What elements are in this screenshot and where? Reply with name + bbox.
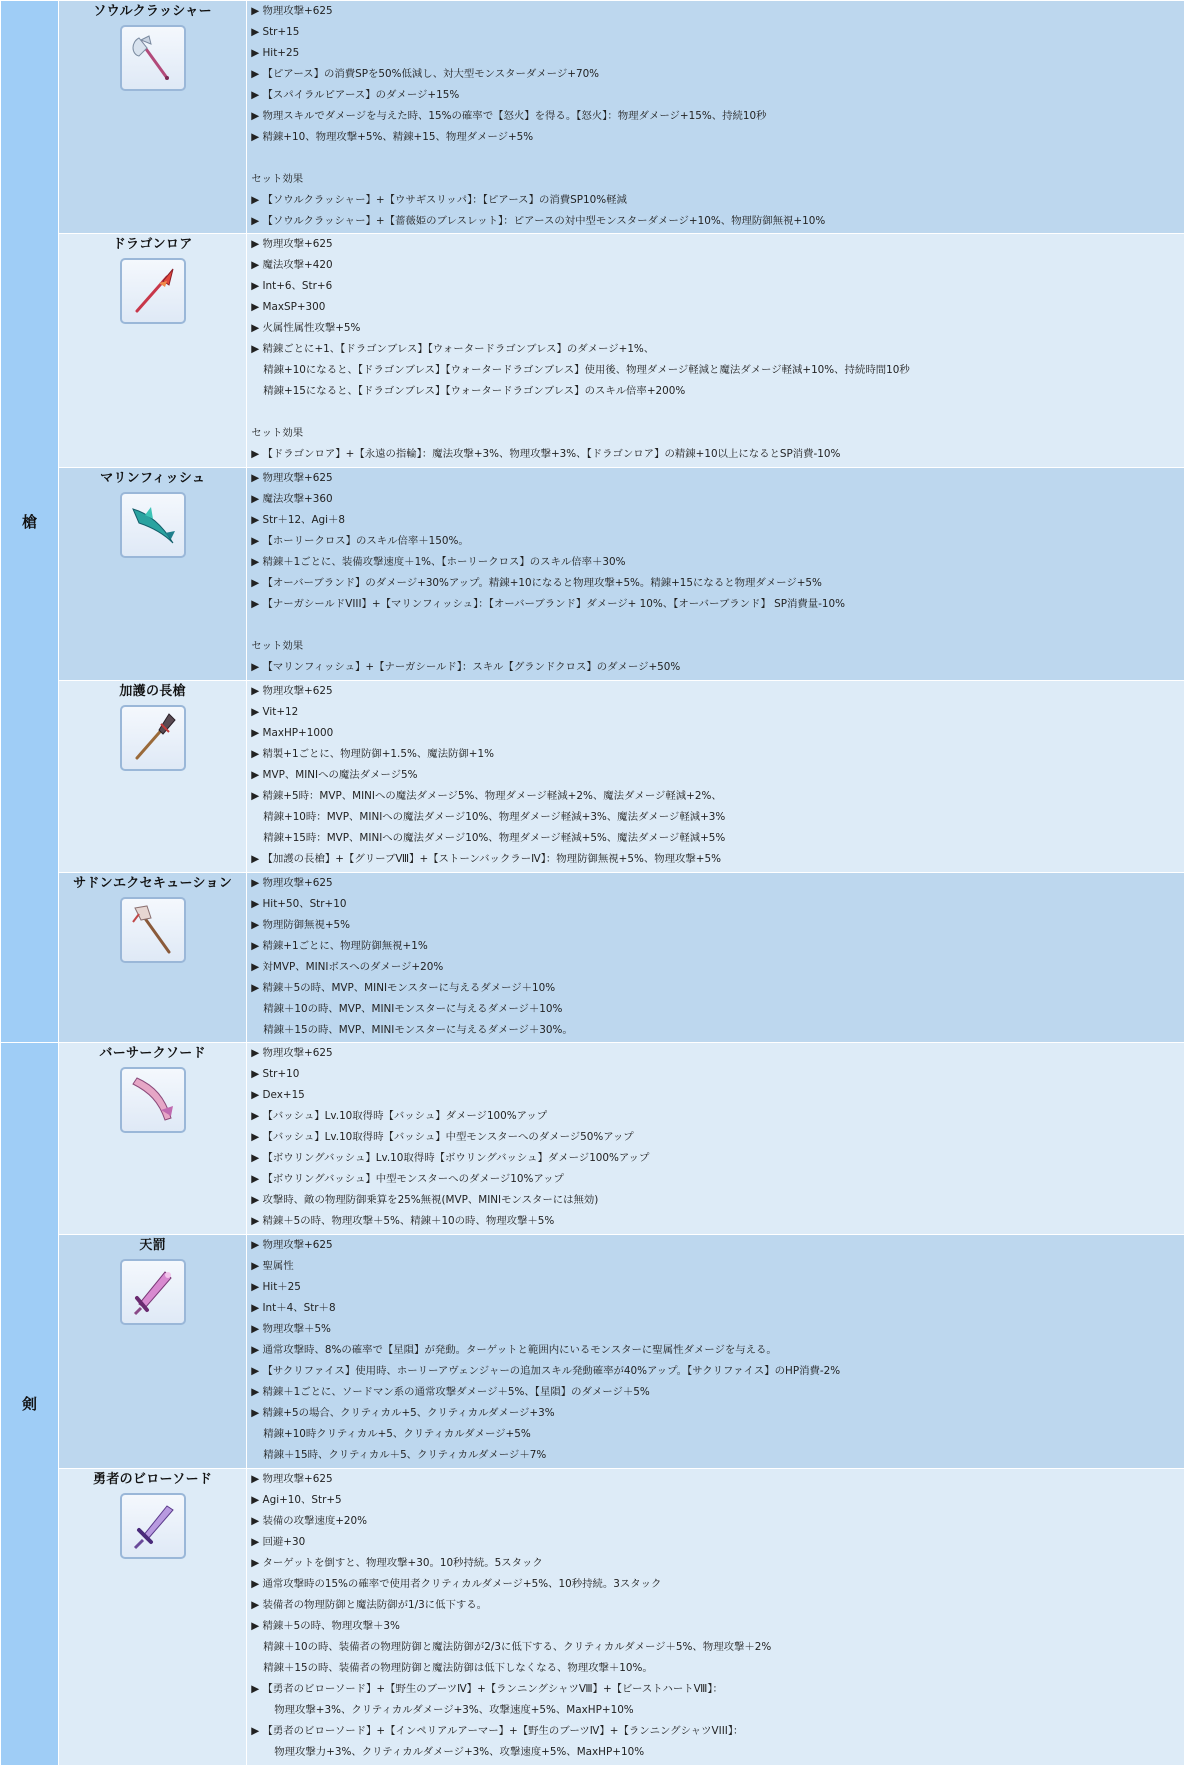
- effect-line: ▶ Str+10: [251, 1067, 300, 1080]
- blank-line: [247, 402, 1184, 423]
- weapon-desc-cell: [247, 1234, 1185, 1468]
- effect-line: ▶ 【ソウルクラッシャー】+【薔薇姫のブレスレット】：ピアースの対中型モンスターダメージ+10%、物理防御無視+10%: [251, 215, 826, 227]
- weapon-row: [1, 234, 1185, 467]
- effect-line: ▶ Str+15: [251, 26, 300, 38]
- effect-line: 精錬+10時：MVP、MINIへの魔法ダメージ10%、物理ダメージ軽減+3%、魔法ダメージ軽減+3%: [263, 810, 726, 823]
- weapon-icon-frame: [120, 1493, 186, 1559]
- set-effect-label: セット効果: [251, 639, 304, 652]
- holy-sword-icon: [125, 1264, 181, 1320]
- effect-line: ▶ 【勇者のビローソード】+【インペリアルアーマー】+【野生のブーツⅣ】+【ランニングシャツVIII】：: [251, 1725, 744, 1738]
- effect-line: ▶ 通常攻撃時、8%の確率で【星隕】が発動。ターゲットと範囲内にいるモンスターに聖属性ダメージを与える。: [251, 1343, 777, 1356]
- effect-line: ▶ 精錬＋1ごとに、装備攻撃速度＋1%、【ホーリークロス】のスキル倍率＋30%: [251, 555, 626, 568]
- weapon-name-cell: [59, 1, 247, 234]
- weapon-desc-cell: [247, 1469, 1185, 1766]
- effect-line: ▶ 物理攻撃＋5%: [251, 1322, 331, 1335]
- halberd-icon: [125, 902, 181, 958]
- weapon-icon-frame: [120, 25, 186, 91]
- effect-line: ▶ 【加護の長槍】+【グリーブⅧ】+【ストーンバックラーⅣ】：物理防御無視+5%、物理攻撃+5%: [251, 852, 721, 865]
- weapon-name: サドンエクセキューション: [73, 875, 233, 891]
- effect-line: ▶ 対MVP、MINIボスへのダメージ+20%: [251, 960, 444, 973]
- effect-line: ▶ 精錬＋5の時、MVP、MINIモンスターに与えるダメージ＋10%: [251, 981, 556, 994]
- category-cell-spear: 槍: [1, 1, 59, 1043]
- effect-line: ▶ Agi+10、Str+5: [251, 1494, 342, 1507]
- effect-line: ▶ 精錬+1ごとに、物理防御無視+1%: [251, 939, 428, 952]
- effect-line: ▶ Str＋12、Agi＋8: [251, 513, 346, 526]
- effect-line: ▶ MVP、MINIへの魔法ダメージ5%: [251, 768, 418, 781]
- effect-line: ▶ 【スパイラルピアース】のダメージ+15%: [251, 89, 460, 101]
- effect-line: ▶ 物理攻撃+625: [251, 1473, 333, 1486]
- weapon-desc-cell: [247, 467, 1185, 680]
- effect-line: ▶ 物理攻撃+625: [251, 5, 333, 17]
- effect-line: ▶ 【勇者のビローソード】+【野生のブーツⅣ】+【ランニングシャツⅧ】+【ビーストハートⅧ】：: [251, 1683, 723, 1696]
- effect-line: ▶ 【マリンフィッシュ】+【ナーガシールド】：スキル【グランドクロス】のダメージ+50%: [251, 660, 681, 673]
- effect-line: ▶ 【ドラゴンロア】+【永遠の指輪】：魔法攻撃+3%、物理攻撃+3%、【ドラゴンロア】の精錬+10以上になるとSP消費-10%: [251, 448, 841, 461]
- weapon-name: 天罰: [139, 1237, 166, 1253]
- effect-line: 精錬+10時クリティカル+5、クリティカルダメージ+5%: [263, 1427, 531, 1440]
- effect-line: ▶ 物理防御無視+5%: [251, 918, 351, 931]
- set-effect-label: セット効果: [251, 427, 304, 440]
- fish-spear-icon: [125, 497, 181, 553]
- effect-line: ▶ 精錬＋1ごとに、ソードマン系の通常攻撃ダメージ＋5%、【星隕】のダメージ＋5%: [251, 1385, 650, 1398]
- effect-line: ▶ 【バッシュ】Lv.10取得時【バッシュ】中型モンスターへのダメージ50%アップ: [251, 1130, 634, 1143]
- weapon-icon-frame: [120, 258, 186, 324]
- effect-line: 精錬＋10の時、装備者の物理防御と魔法防御が2/3に低下する、クリティカルダメージ＋5%、物理攻撃＋2%: [263, 1641, 772, 1654]
- hero-sword-icon: [125, 1498, 181, 1554]
- effect-line: ▶ 精錬＋5の時、物理攻撃＋3%: [251, 1620, 400, 1633]
- effect-line: ▶ 物理攻撃+625: [251, 1046, 333, 1059]
- weapon-name: マリンフィッシュ: [100, 470, 206, 486]
- blank-line: [247, 615, 1184, 636]
- effect-line: ▶ MaxHP+1000: [251, 726, 334, 739]
- effect-line: ▶ 【ホーリークロス】のスキル倍率＋150%。: [251, 534, 469, 547]
- effect-line: 精錬+10になると、【ドラゴンブレス】【ウォータードラゴンブレス】使用後、物理ダメージ軽減と魔法ダメージ軽減+10%、持続時間10秒: [263, 364, 910, 377]
- weapon-desc-cell: [247, 234, 1185, 467]
- effect-line: 精錬＋10の時、MVP、MINIモンスターに与えるダメージ＋10%: [263, 1002, 563, 1015]
- effect-line: ▶ 【ナーガシールドVIII】+【マリンフィッシュ】：【オーバーブランド】ダメージ+ 10%、【オーバーブランド】 SP消費量-10%: [251, 597, 846, 610]
- effect-line: ▶ Vit+12: [251, 705, 299, 718]
- axe-icon: [125, 30, 181, 86]
- weapon-desc-cell: [247, 872, 1185, 1042]
- effect-line: ▶ 回避+30: [251, 1536, 306, 1549]
- effect-line: ▶ 【オーバーブランド】のダメージ+30%アップ。精錬+10になると物理攻撃+5%。精錬+15になると物理ダメージ+5%: [251, 576, 822, 589]
- effect-line: ▶ 物理攻撃+625: [251, 876, 333, 889]
- effect-line: 精錬+15時：MVP、MINIへの魔法ダメージ10%、物理ダメージ軽減+5%、魔法ダメージ軽減+5%: [263, 831, 726, 844]
- effect-line: ▶ 物理攻撃+625: [251, 471, 333, 484]
- weapon-name-cell: [59, 234, 247, 467]
- effect-line: ▶ 【サクリファイス】使用時、ホーリーアヴェンジャーの追加スキル発動確率が40%アップ。【サクリファイス】のHP消費-2%: [251, 1364, 841, 1377]
- category-cell-sword: 剣: [1, 1042, 59, 1765]
- effect-line: 精錬＋15時、クリティカル＋5、クリティカルダメージ＋7%: [263, 1448, 547, 1461]
- weapon-name-cell: [59, 467, 247, 680]
- weapon-name: ドラゴンロア: [112, 237, 193, 253]
- effect-line: ▶ 精錬+5時：MVP、MINIへの魔法ダメージ5%、物理ダメージ軽減+2%、魔法ダメージ軽減+2%、: [251, 789, 722, 802]
- weapon-row: [1, 1234, 1185, 1468]
- effect-line: 物理攻撃+3%、クリティカルダメージ+3%、攻撃速度+5%、MaxHP+10%: [274, 1704, 634, 1717]
- effect-line: ▶ Hit＋25: [251, 1280, 301, 1293]
- effect-line: 精錬＋15の時、装備者の物理防御と魔法防御は低下しなくなる、物理攻撃＋10%。: [263, 1662, 653, 1675]
- weapon-row: [1, 872, 1185, 1042]
- weapon-icon-frame: [120, 1067, 186, 1133]
- effect-line: ▶ 物理攻撃+625: [251, 1238, 333, 1251]
- effect-line: ▶ 物理攻撃+625: [251, 238, 333, 251]
- weapon-row: [1, 680, 1185, 872]
- weapon-name: ソウルクラッシャー: [93, 4, 212, 19]
- weapon-row: [1, 1042, 1185, 1234]
- effect-line: ▶ 攻撃時、敵の物理防御乗算を25%無視(MVP、MINIモンスターには無効): [251, 1193, 599, 1206]
- effect-line: ▶ MaxSP+300: [251, 301, 326, 314]
- effect-line: ▶ 精錬+10、物理攻撃+5%、精錬+15、物理ダメージ+5%: [251, 131, 534, 143]
- weapon-desc-cell: [247, 1042, 1185, 1234]
- weapon-icon-frame: [120, 492, 186, 558]
- effect-line: ▶ Int+6、Str+6: [251, 280, 333, 293]
- effect-line: ▶ 魔法攻撃+360: [251, 492, 333, 505]
- effect-line: ▶ 魔法攻撃+420: [251, 259, 333, 272]
- weapon-name: 加護の長槍: [119, 683, 186, 699]
- weapon-row: [1, 1469, 1185, 1766]
- effect-line: ▶ Dex+15: [251, 1088, 305, 1101]
- effect-line: ▶ 装備者の物理防御と魔法防御が1/3に低下する。: [251, 1599, 488, 1612]
- weapon-name-cell: [59, 680, 247, 872]
- weapon-row: [1, 1, 1185, 234]
- effect-line: ▶ 聖属性: [251, 1259, 294, 1272]
- weapon-row: [1, 467, 1185, 680]
- effect-line: ▶ 【ボウリングバッシュ】Lv.10取得時【ボウリングバッシュ】ダメージ100%アップ: [251, 1151, 650, 1164]
- effect-line: ▶ Int＋4、Str＋8: [251, 1301, 336, 1314]
- effect-line: ▶ 精製+1ごとに、物理防御+1.5%、魔法防御+1%: [251, 747, 494, 760]
- weapon-icon-frame: [120, 1259, 186, 1325]
- berserk-sword-icon: [125, 1072, 181, 1128]
- long-spear-icon: [125, 710, 181, 766]
- weapon-desc-cell: [247, 680, 1185, 872]
- weapon-icon-frame: [120, 705, 186, 771]
- effect-line: ▶ 【ピアース】の消費SPを50%低減し、対大型モンスターダメージ+70%: [251, 68, 600, 80]
- weapon-name-cell: [59, 1469, 247, 1766]
- effect-line: ▶ 通常攻撃時の15%の確率で使用者クリティカルダメージ+5%、10秒持続。3スタック: [251, 1578, 662, 1591]
- weapon-desc-cell: [247, 1, 1185, 234]
- effect-line: 物理攻撃力+3%、クリティカルダメージ+3%、攻撃速度+5%、MaxHP+10%: [274, 1746, 645, 1759]
- effect-line: ▶ 【バッシュ】Lv.10取得時【バッシュ】ダメージ100%アップ: [251, 1109, 548, 1122]
- weapon-name-cell: [59, 872, 247, 1042]
- set-effect-label: セット効果: [251, 173, 304, 185]
- effect-line: ▶ 物理攻撃+625: [251, 684, 333, 697]
- effect-line: ▶ 装備の攻撃速度+20%: [251, 1515, 368, 1528]
- effect-line: 精錬＋15の時、MVP、MINIモンスターに与えるダメージ＋30%。: [263, 1023, 573, 1036]
- effect-line: ▶ Hit+50、Str+10: [251, 897, 347, 910]
- effect-line: ▶ 精錬+5の場合、クリティカル+5、クリティカルダメージ+3%: [251, 1406, 555, 1419]
- weapon-name: 勇者のビローソード: [93, 1472, 213, 1488]
- effect-line: ▶ 【ソウルクラッシャー】+【ウサギスリッパ】：【ピアース】の消費SP10%軽減: [251, 194, 627, 206]
- effect-line: ▶ 【ボウリングバッシュ】中型モンスターへのダメージ10%アップ: [251, 1172, 564, 1185]
- weapon-name: バーサークソード: [99, 1045, 206, 1061]
- weapon-name-cell: [59, 1042, 247, 1234]
- effect-line: ▶ Hit+25: [251, 47, 300, 59]
- effect-line: ▶ 物理スキルでダメージを与えた時、15%の確率で【怒火】を得る。【怒火】：物理ダメージ+15%、持続10秒: [251, 110, 767, 122]
- effect-line: ▶ 精錬ごとに+1、【ドラゴンブレス】【ウォータードラゴンブレス】のダメージ+1%、: [251, 343, 655, 356]
- effect-line: ▶ 精錬＋5の時、物理攻撃＋5%、精錬＋10の時、物理攻撃＋5%: [251, 1214, 555, 1227]
- blank-line: [247, 148, 1184, 169]
- effect-line: 精錬+15になると、【ドラゴンブレス】【ウォータードラゴンブレス】のスキル倍率+200%: [263, 385, 686, 398]
- effect-line: ▶ 火属性属性攻撃+5%: [251, 322, 361, 335]
- weapon-name-cell: [59, 1234, 247, 1468]
- weapon-icon-frame: [120, 897, 186, 963]
- red-spear-icon: [125, 263, 181, 319]
- effect-line: ▶ ターゲットを倒すと、物理攻撃+30。10秒持続。5スタック: [251, 1557, 543, 1570]
